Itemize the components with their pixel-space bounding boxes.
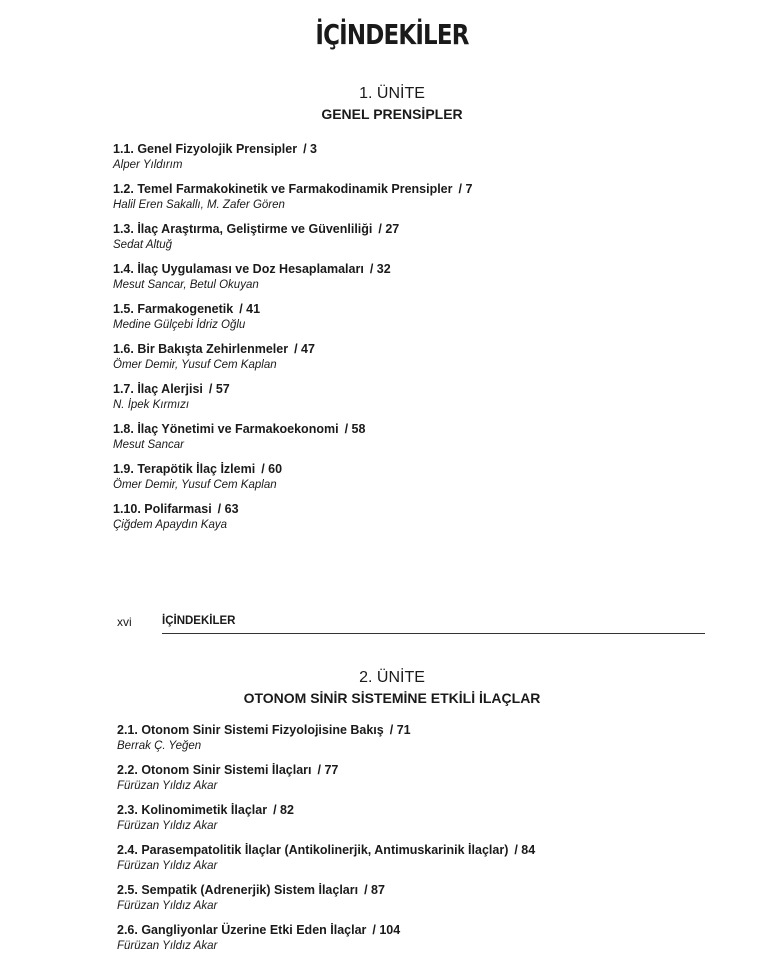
entry-authors: Fürüzan Yıldız Akar bbox=[117, 780, 218, 792]
entry-title[interactable]: 1.10. Polifarmasi bbox=[113, 502, 212, 516]
unit-1-label: 1. ÜNİTE bbox=[359, 85, 425, 102]
entry-title[interactable]: 1.9. Terapötik İlaç İzlemi bbox=[113, 462, 256, 476]
running-header bbox=[0, 615, 784, 637]
entry-title[interactable]: 1.1. Genel Fizyolojik Prensipler bbox=[113, 142, 298, 156]
entry-page-number: / 7 bbox=[458, 182, 473, 196]
toc-entry[interactable] bbox=[113, 421, 472, 461]
toc-entry[interactable] bbox=[117, 922, 535, 962]
entry-authors: Medine Gülçebi İdriz Oğlu bbox=[113, 319, 246, 331]
entry-authors: Alper Yıldırım bbox=[113, 159, 183, 171]
entry-page-number: / 32 bbox=[369, 262, 391, 276]
unit-2-label: 2. ÜNİTE bbox=[359, 669, 425, 686]
entry-page-number: / 63 bbox=[217, 502, 239, 516]
unit-1-toc bbox=[113, 141, 472, 541]
entry-title[interactable]: 2.2. Otonom Sinir Sistemi İlaçları bbox=[117, 763, 312, 777]
entry-page-number: / 3 bbox=[303, 142, 318, 156]
entry-page-number: / 60 bbox=[261, 462, 283, 476]
entry-title[interactable]: 1.5. Farmakogenetik bbox=[113, 302, 234, 316]
entry-authors: Fürüzan Yıldız Akar bbox=[117, 940, 218, 952]
toc-entry[interactable] bbox=[113, 221, 472, 261]
toc-entry[interactable] bbox=[113, 141, 472, 181]
entry-page-number: / 84 bbox=[514, 843, 536, 857]
toc-entry[interactable] bbox=[113, 501, 472, 541]
entry-authors: Halil Eren Sakallı, M. Zafer Gören bbox=[113, 199, 285, 211]
entry-title[interactable]: 2.4. Parasempatolitik İlaçlar (Antikolinerjik, Antimuskarinik İlaçlar) bbox=[117, 843, 509, 857]
entry-title[interactable]: 1.7. İlaç Alerjisi bbox=[113, 382, 203, 396]
entry-title[interactable]: 2.3. Kolinomimetik İlaçlar bbox=[117, 803, 268, 817]
entry-page-number: / 58 bbox=[344, 422, 366, 436]
toc-entry[interactable] bbox=[117, 882, 535, 922]
toc-entry[interactable] bbox=[113, 181, 472, 221]
entry-authors: Mesut Sancar bbox=[113, 439, 184, 451]
page-title: İÇİNDEKİLER bbox=[315, 18, 469, 51]
entry-page-number: / 104 bbox=[372, 923, 401, 937]
toc-entry[interactable] bbox=[113, 341, 472, 381]
entry-authors: Çiğdem Apaydın Kaya bbox=[113, 519, 228, 531]
entry-page-number: / 82 bbox=[273, 803, 294, 817]
toc-entry[interactable] bbox=[113, 461, 472, 501]
entry-title[interactable]: 2.5. Sempatik (Adrenerjik) Sistem İlaçları bbox=[117, 883, 359, 897]
running-header-title: İÇİNDEKİLER bbox=[162, 615, 236, 627]
entry-page-number: / 87 bbox=[364, 883, 385, 897]
entry-authors: Fürüzan Yıldız Akar bbox=[117, 860, 218, 872]
entry-page-number: / 57 bbox=[208, 382, 230, 396]
toc-entry[interactable] bbox=[113, 261, 472, 301]
entry-authors: Berrak Ç. Yeğen bbox=[117, 740, 202, 752]
entry-authors: N. İpek Kırmızı bbox=[113, 399, 190, 411]
unit-2-toc bbox=[117, 722, 535, 962]
entry-title[interactable]: 2.6. Gangliyonlar Üzerine Etki Eden İlaçlar bbox=[117, 923, 367, 937]
entry-page-number: / 47 bbox=[294, 342, 315, 356]
toc-entry[interactable] bbox=[117, 842, 535, 882]
unit-2-title: OTONOM SİNİR SİSTEMİNE ETKİLİ İLAÇLAR bbox=[243, 690, 541, 706]
toc-entry[interactable] bbox=[113, 301, 472, 341]
entry-title[interactable]: 1.4. İlaç Uygulaması ve Doz Hesaplamaları bbox=[113, 262, 364, 276]
page-number: xvi bbox=[117, 615, 132, 629]
entry-authors: Sedat Altuğ bbox=[113, 239, 173, 251]
toc-entry[interactable] bbox=[117, 722, 535, 762]
entry-authors: Fürüzan Yıldız Akar bbox=[117, 900, 218, 912]
entry-page-number: / 27 bbox=[378, 222, 400, 236]
entry-page-number: / 41 bbox=[239, 302, 261, 316]
entry-authors: Ömer Demir, Yusuf Cem Kaplan bbox=[113, 359, 277, 371]
entry-authors: Mesut Sancar, Betul Okuyan bbox=[113, 279, 259, 291]
toc-entry[interactable] bbox=[113, 381, 472, 421]
entry-title[interactable]: 1.6. Bir Bakışta Zehirlenmeler bbox=[113, 342, 289, 356]
toc-entry[interactable] bbox=[117, 762, 535, 802]
toc-entry[interactable] bbox=[117, 802, 535, 842]
entry-authors: Fürüzan Yıldız Akar bbox=[117, 820, 218, 832]
entry-title[interactable]: 2.1. Otonom Sinir Sistemi Fizyolojisine Bakış bbox=[117, 723, 384, 737]
header-divider bbox=[162, 633, 705, 634]
entry-page-number: / 77 bbox=[317, 763, 339, 777]
entry-title[interactable]: 1.3. İlaç Araştırma, Geliştirme ve Güvenliliği bbox=[113, 222, 373, 236]
entry-title[interactable]: 1.2. Temel Farmakokinetik ve Farmakodinamik Prensipler bbox=[113, 182, 453, 196]
entry-authors: Ömer Demir, Yusuf Cem Kaplan bbox=[113, 479, 277, 491]
entry-title[interactable]: 1.8. İlaç Yönetimi ve Farmakoekonomi bbox=[113, 422, 339, 436]
unit-1-title: GENEL PRENSİPLER bbox=[321, 106, 463, 122]
entry-page-number: / 71 bbox=[389, 723, 411, 737]
